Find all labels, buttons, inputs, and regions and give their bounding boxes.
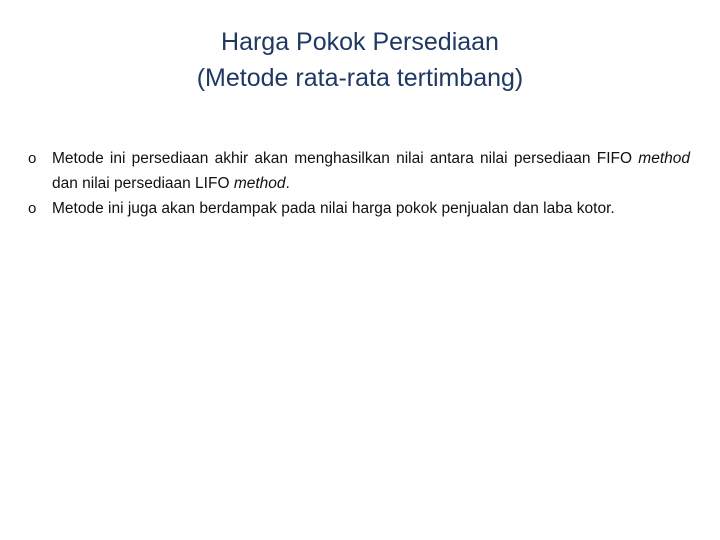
bullet-item-2: [28, 196, 690, 221]
title-line-2: (Metode rata-rata tertimbang): [196, 64, 524, 92]
bullet-item-1: [28, 146, 690, 196]
bullet-text: Metode ini juga akan berdampak pada nilai harga pokok penjualan dan laba kotor.: [52, 200, 615, 217]
bullet-emphasis: method: [638, 150, 690, 167]
bullet-text-part: .: [285, 175, 290, 192]
bullet-marker-icon: o: [28, 150, 37, 167]
bullet-list: [28, 146, 690, 221]
slide-title: [0, 24, 720, 96]
bullet-marker-icon: o: [28, 200, 37, 217]
title-line-1: Harga Pokok Persediaan: [221, 28, 499, 56]
bullet-text-part: Metode ini persediaan akhir akan menghasilkan nilai antara nilai persediaan FIFO: [52, 150, 639, 167]
bullet-text-part: dan nilai persediaan LIFO: [52, 175, 234, 192]
bullet-emphasis: method: [233, 175, 286, 192]
